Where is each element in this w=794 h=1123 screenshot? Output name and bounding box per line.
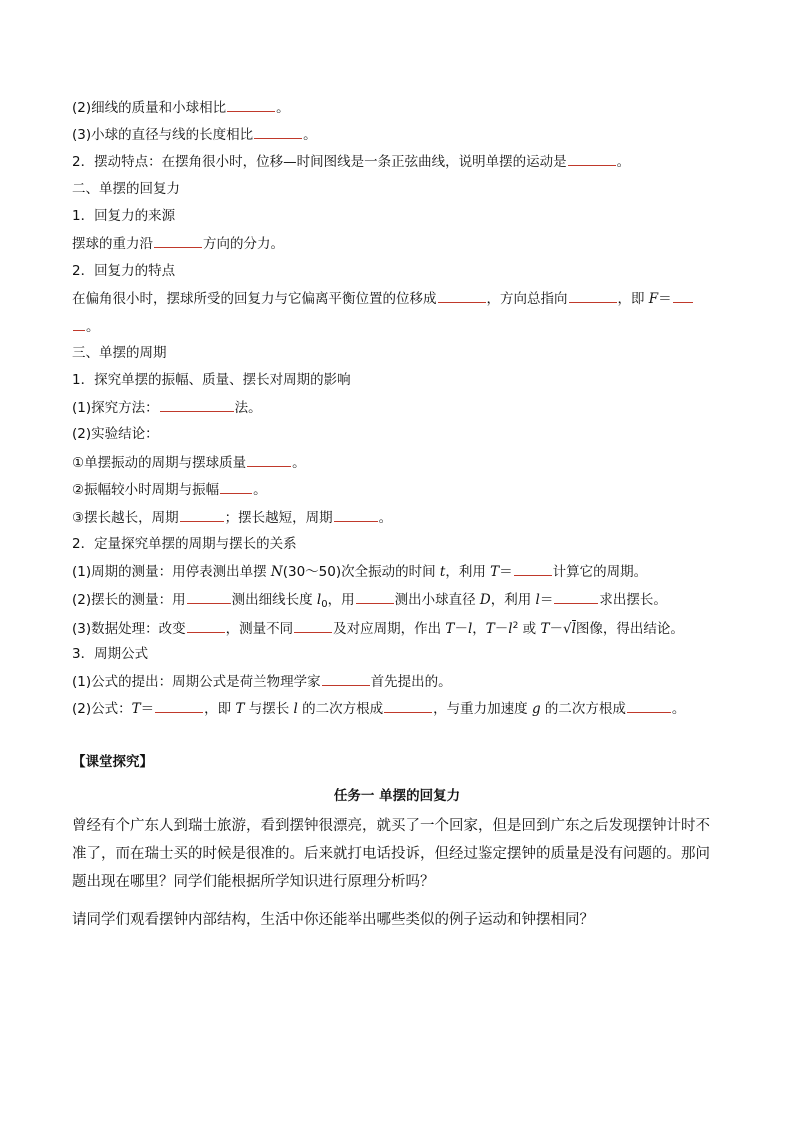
answer-blank[interactable] bbox=[160, 397, 234, 412]
question-paragraph: 请同学们观看摆钟内部结构，生活中你还能举出哪些类似的例子运动和钟摆相同？ bbox=[72, 912, 594, 928]
story-paragraph: 曾经有个广东人到瑞士旅游，看到摆钟很漂亮，就买了一个回家，但是回到广东之后发现摆钟计时不准了，而在瑞士买的时候是很准的。后来就打电话投诉，但经过鉴定摆钟的质量是没有问题的。那问题出现在哪里？同学们能根据所学知识进行原理分析吗？ bbox=[72, 818, 710, 890]
answer-blank[interactable] bbox=[155, 698, 203, 713]
section-heading-restoring-force: 二、单摆的回复力 bbox=[72, 181, 180, 197]
answer-blank[interactable] bbox=[294, 618, 332, 633]
line-conclusion-mass: ①单摆振动的周期与摆球质量 。 bbox=[72, 452, 306, 473]
line-data-processing: (3)数据处理：改变 ，测量不同 及对应周期，作出 T－l，$T-l^2$ 或 T－√l图像，得出结论。 bbox=[72, 616, 684, 639]
answer-blank[interactable] bbox=[384, 698, 432, 713]
task-title: 任务一 单摆的回复力 bbox=[333, 788, 461, 804]
answer-blank[interactable] bbox=[187, 589, 231, 604]
answer-blank[interactable] bbox=[154, 233, 202, 248]
answer-blank[interactable] bbox=[180, 507, 224, 522]
line-period-measure: (1)周期的测量：用停表测出单摆 N(30～50)次全振动的时间 t，利用 T＝ 计算它的周期。 bbox=[72, 561, 647, 582]
answer-blank[interactable] bbox=[247, 452, 291, 467]
answer-blank[interactable] bbox=[220, 479, 252, 494]
line-ball-diameter: (3)小球的直径与线的长度相比 。 bbox=[72, 124, 317, 145]
answer-blank[interactable] bbox=[627, 698, 671, 713]
answer-blank[interactable] bbox=[334, 507, 378, 522]
answer-blank[interactable] bbox=[568, 151, 616, 166]
answer-blank[interactable] bbox=[673, 288, 693, 303]
line-formula-heading: 3．周期公式 bbox=[72, 646, 149, 662]
answer-blank[interactable] bbox=[554, 589, 598, 604]
line-continuation: 。 bbox=[72, 316, 100, 337]
line-conclusion-length: ③摆长越长，周期 ；摆长越短，周期 。 bbox=[72, 507, 392, 528]
answer-blank[interactable] bbox=[73, 316, 85, 331]
line-thread-mass: (2)细线的质量和小球相比 。 bbox=[72, 97, 290, 118]
answer-blank[interactable] bbox=[438, 288, 486, 303]
sqrt-symbol: √ bbox=[562, 621, 572, 637]
answer-blank[interactable] bbox=[356, 589, 394, 604]
line-small-angle: 在偏角很小时，摆球所受的回复力与它偏离平衡位置的位移成 ，方向总指向 ，即 F＝ bbox=[72, 288, 694, 309]
line-explore-heading: 1．探究单摆的振幅、质量、摆长对周期的影响 bbox=[72, 372, 351, 388]
section-label: 【课堂探究】 bbox=[72, 754, 153, 770]
section-heading-period: 三、单摆的周期 bbox=[72, 345, 167, 361]
line-formula-origin: (1)公式的提出：周期公式是荷兰物理学家 首先提出的。 bbox=[72, 671, 452, 692]
answer-blank[interactable] bbox=[322, 671, 370, 686]
line-gravity-component: 摆球的重力沿 方向的分力。 bbox=[72, 233, 284, 254]
line-quantitative-heading: 2．定量探究单摆的周期与摆长的关系 bbox=[72, 536, 297, 552]
line-conclusion-heading: (2)实验结论： bbox=[72, 426, 159, 442]
answer-blank[interactable] bbox=[187, 618, 225, 633]
line-length-measure: (2)摆长的测量：用 测出细线长度 $l_0$，用 测出小球直径 D，利用 l＝ 求出摆长。 bbox=[72, 589, 667, 615]
line-formula: (2)公式：T＝ ，即 T 与摆长 l 的二次方根成 ，与重力加速度 g 的二次方根成 。 bbox=[72, 698, 685, 719]
line-conclusion-amplitude: ②振幅较小时周期与振幅 。 bbox=[72, 479, 267, 500]
line-feature-heading: 2．回复力的特点 bbox=[72, 263, 176, 279]
answer-blank[interactable] bbox=[514, 561, 552, 576]
answer-blank[interactable] bbox=[569, 288, 617, 303]
line-method: (1)探究方法： 法。 bbox=[72, 397, 262, 418]
line-source-heading: 1．回复力的来源 bbox=[72, 208, 176, 224]
line-swing-feature: 2．摆动特点：在摆角很小时，位移—时间图线是一条正弦曲线，说明单摆的运动是 。 bbox=[72, 151, 630, 172]
answer-blank[interactable] bbox=[227, 97, 275, 112]
answer-blank[interactable] bbox=[254, 124, 302, 139]
